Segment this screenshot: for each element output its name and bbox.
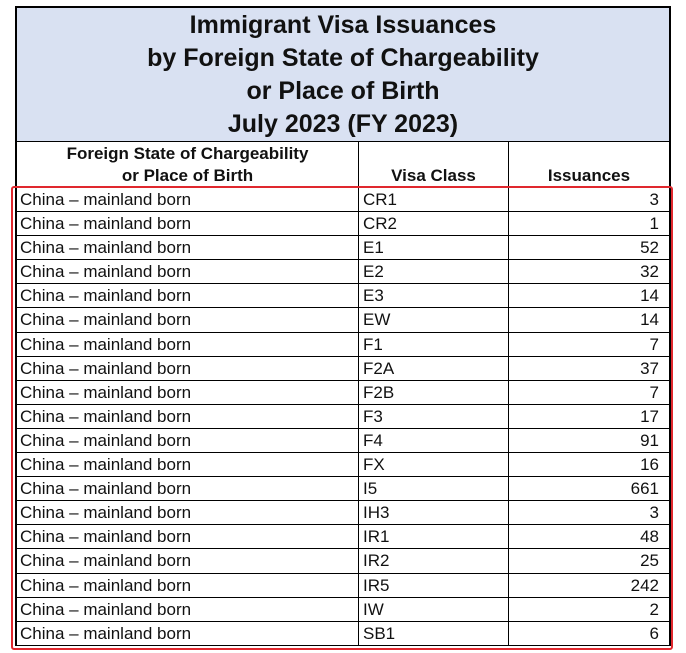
cell-issuances: 48 <box>640 527 659 547</box>
table-title-line-4: July 2023 (FY 2023) <box>227 110 459 138</box>
table-title-line-1: Immigrant Visa Issuances <box>189 11 497 39</box>
cell-foreign-state: China – mainland born <box>17 381 359 404</box>
cell-visa-class: F4 <box>359 429 509 452</box>
cell-issuances: 14 <box>640 310 659 330</box>
table-row <box>17 188 669 212</box>
cell-visa-class: IR1 <box>359 525 509 548</box>
cell-visa-class: E2 <box>359 260 509 283</box>
table-row <box>17 381 669 405</box>
header-visa-class: Visa Class <box>359 142 509 187</box>
cell-issuances: 3 <box>649 190 659 209</box>
cell-issuances: 7 <box>649 334 659 354</box>
table-row <box>17 333 669 357</box>
header-issuances: Issuances <box>547 166 631 185</box>
cell-foreign-state: China – mainland born <box>17 574 359 597</box>
cell-foreign-state: China – mainland born <box>17 188 359 211</box>
cell-foreign-state: China – mainland born <box>17 357 359 380</box>
cell-foreign-state: China – mainland born <box>17 236 359 259</box>
cell-issuances: 25 <box>640 551 659 571</box>
table-row <box>17 429 669 453</box>
table-row <box>17 284 669 308</box>
cell-issuances: 17 <box>640 406 659 426</box>
cell-visa-class: FX <box>359 453 509 476</box>
table-row <box>17 260 669 284</box>
cell-visa-class: EW <box>359 308 509 331</box>
cell-foreign-state: China – mainland born <box>17 598 359 621</box>
table-row <box>17 525 669 549</box>
table-row <box>17 477 669 501</box>
table-row <box>17 501 669 525</box>
table-row <box>17 622 669 646</box>
table-title-line-3: or Place of Birth <box>246 77 440 105</box>
cell-issuances: 6 <box>649 623 659 643</box>
cell-visa-class: F1 <box>359 333 509 356</box>
cell-foreign-state: China – mainland born <box>17 405 359 428</box>
cell-issuances: 661 <box>630 479 659 499</box>
cell-visa-class: IH3 <box>359 501 509 524</box>
table-title-block <box>17 8 669 142</box>
cell-visa-class: F3 <box>359 405 509 428</box>
cell-visa-class: IR2 <box>359 549 509 572</box>
cell-issuances: 1 <box>649 214 659 234</box>
cell-visa-class: I5 <box>359 477 509 500</box>
cell-issuances: 14 <box>640 286 659 306</box>
cell-foreign-state: China – mainland born <box>17 525 359 548</box>
table-row <box>17 574 669 598</box>
visa-issuance-table <box>15 6 671 646</box>
cell-visa-class: SB1 <box>359 622 509 645</box>
cell-visa-class: CR1 <box>359 188 509 211</box>
cell-foreign-state: China – mainland born <box>17 284 359 307</box>
cell-visa-class: IR5 <box>359 574 509 597</box>
cell-visa-class: CR2 <box>359 212 509 235</box>
header-foreign-state-line-1: Foreign State of Chargeability <box>66 144 309 163</box>
cell-foreign-state: China – mainland born <box>17 308 359 331</box>
cell-issuances: 7 <box>649 382 659 402</box>
cell-foreign-state: China – mainland born <box>17 453 359 476</box>
cell-foreign-state: China – mainland born <box>17 429 359 452</box>
cell-visa-class: F2B <box>359 381 509 404</box>
table-row <box>17 549 669 573</box>
cell-visa-class: F2A <box>359 357 509 380</box>
cell-issuances: 52 <box>640 238 659 258</box>
cell-issuances: 3 <box>649 503 659 523</box>
cell-issuances: 242 <box>630 575 659 595</box>
header-foreign-state-line-2: or Place of Birth <box>121 166 254 185</box>
table-title-line-2: by Foreign State of Chargeability <box>147 44 539 72</box>
cell-foreign-state: China – mainland born <box>17 622 359 645</box>
cell-foreign-state: China – mainland born <box>17 549 359 572</box>
table-row <box>17 236 669 260</box>
cell-foreign-state: China – mainland born <box>17 333 359 356</box>
cell-issuances: 91 <box>640 430 659 450</box>
cell-issuances: 37 <box>640 358 659 378</box>
table-body <box>17 188 669 646</box>
table-row <box>17 598 669 622</box>
table-row <box>17 357 669 381</box>
cell-issuances: 32 <box>640 262 659 282</box>
cell-foreign-state: China – mainland born <box>17 477 359 500</box>
header-foreign-state <box>17 142 359 187</box>
cell-issuances: 2 <box>649 599 659 619</box>
cell-visa-class: E3 <box>359 284 509 307</box>
cell-visa-class: IW <box>359 598 509 621</box>
cell-issuances: 16 <box>640 455 659 475</box>
cell-foreign-state: China – mainland born <box>17 212 359 235</box>
cell-visa-class: E1 <box>359 236 509 259</box>
column-header-row <box>17 142 669 188</box>
table-row <box>17 453 669 477</box>
table-row <box>17 308 669 332</box>
table-row <box>17 212 669 236</box>
cell-foreign-state: China – mainland born <box>17 260 359 283</box>
cell-foreign-state: China – mainland born <box>17 501 359 524</box>
table-row <box>17 405 669 429</box>
